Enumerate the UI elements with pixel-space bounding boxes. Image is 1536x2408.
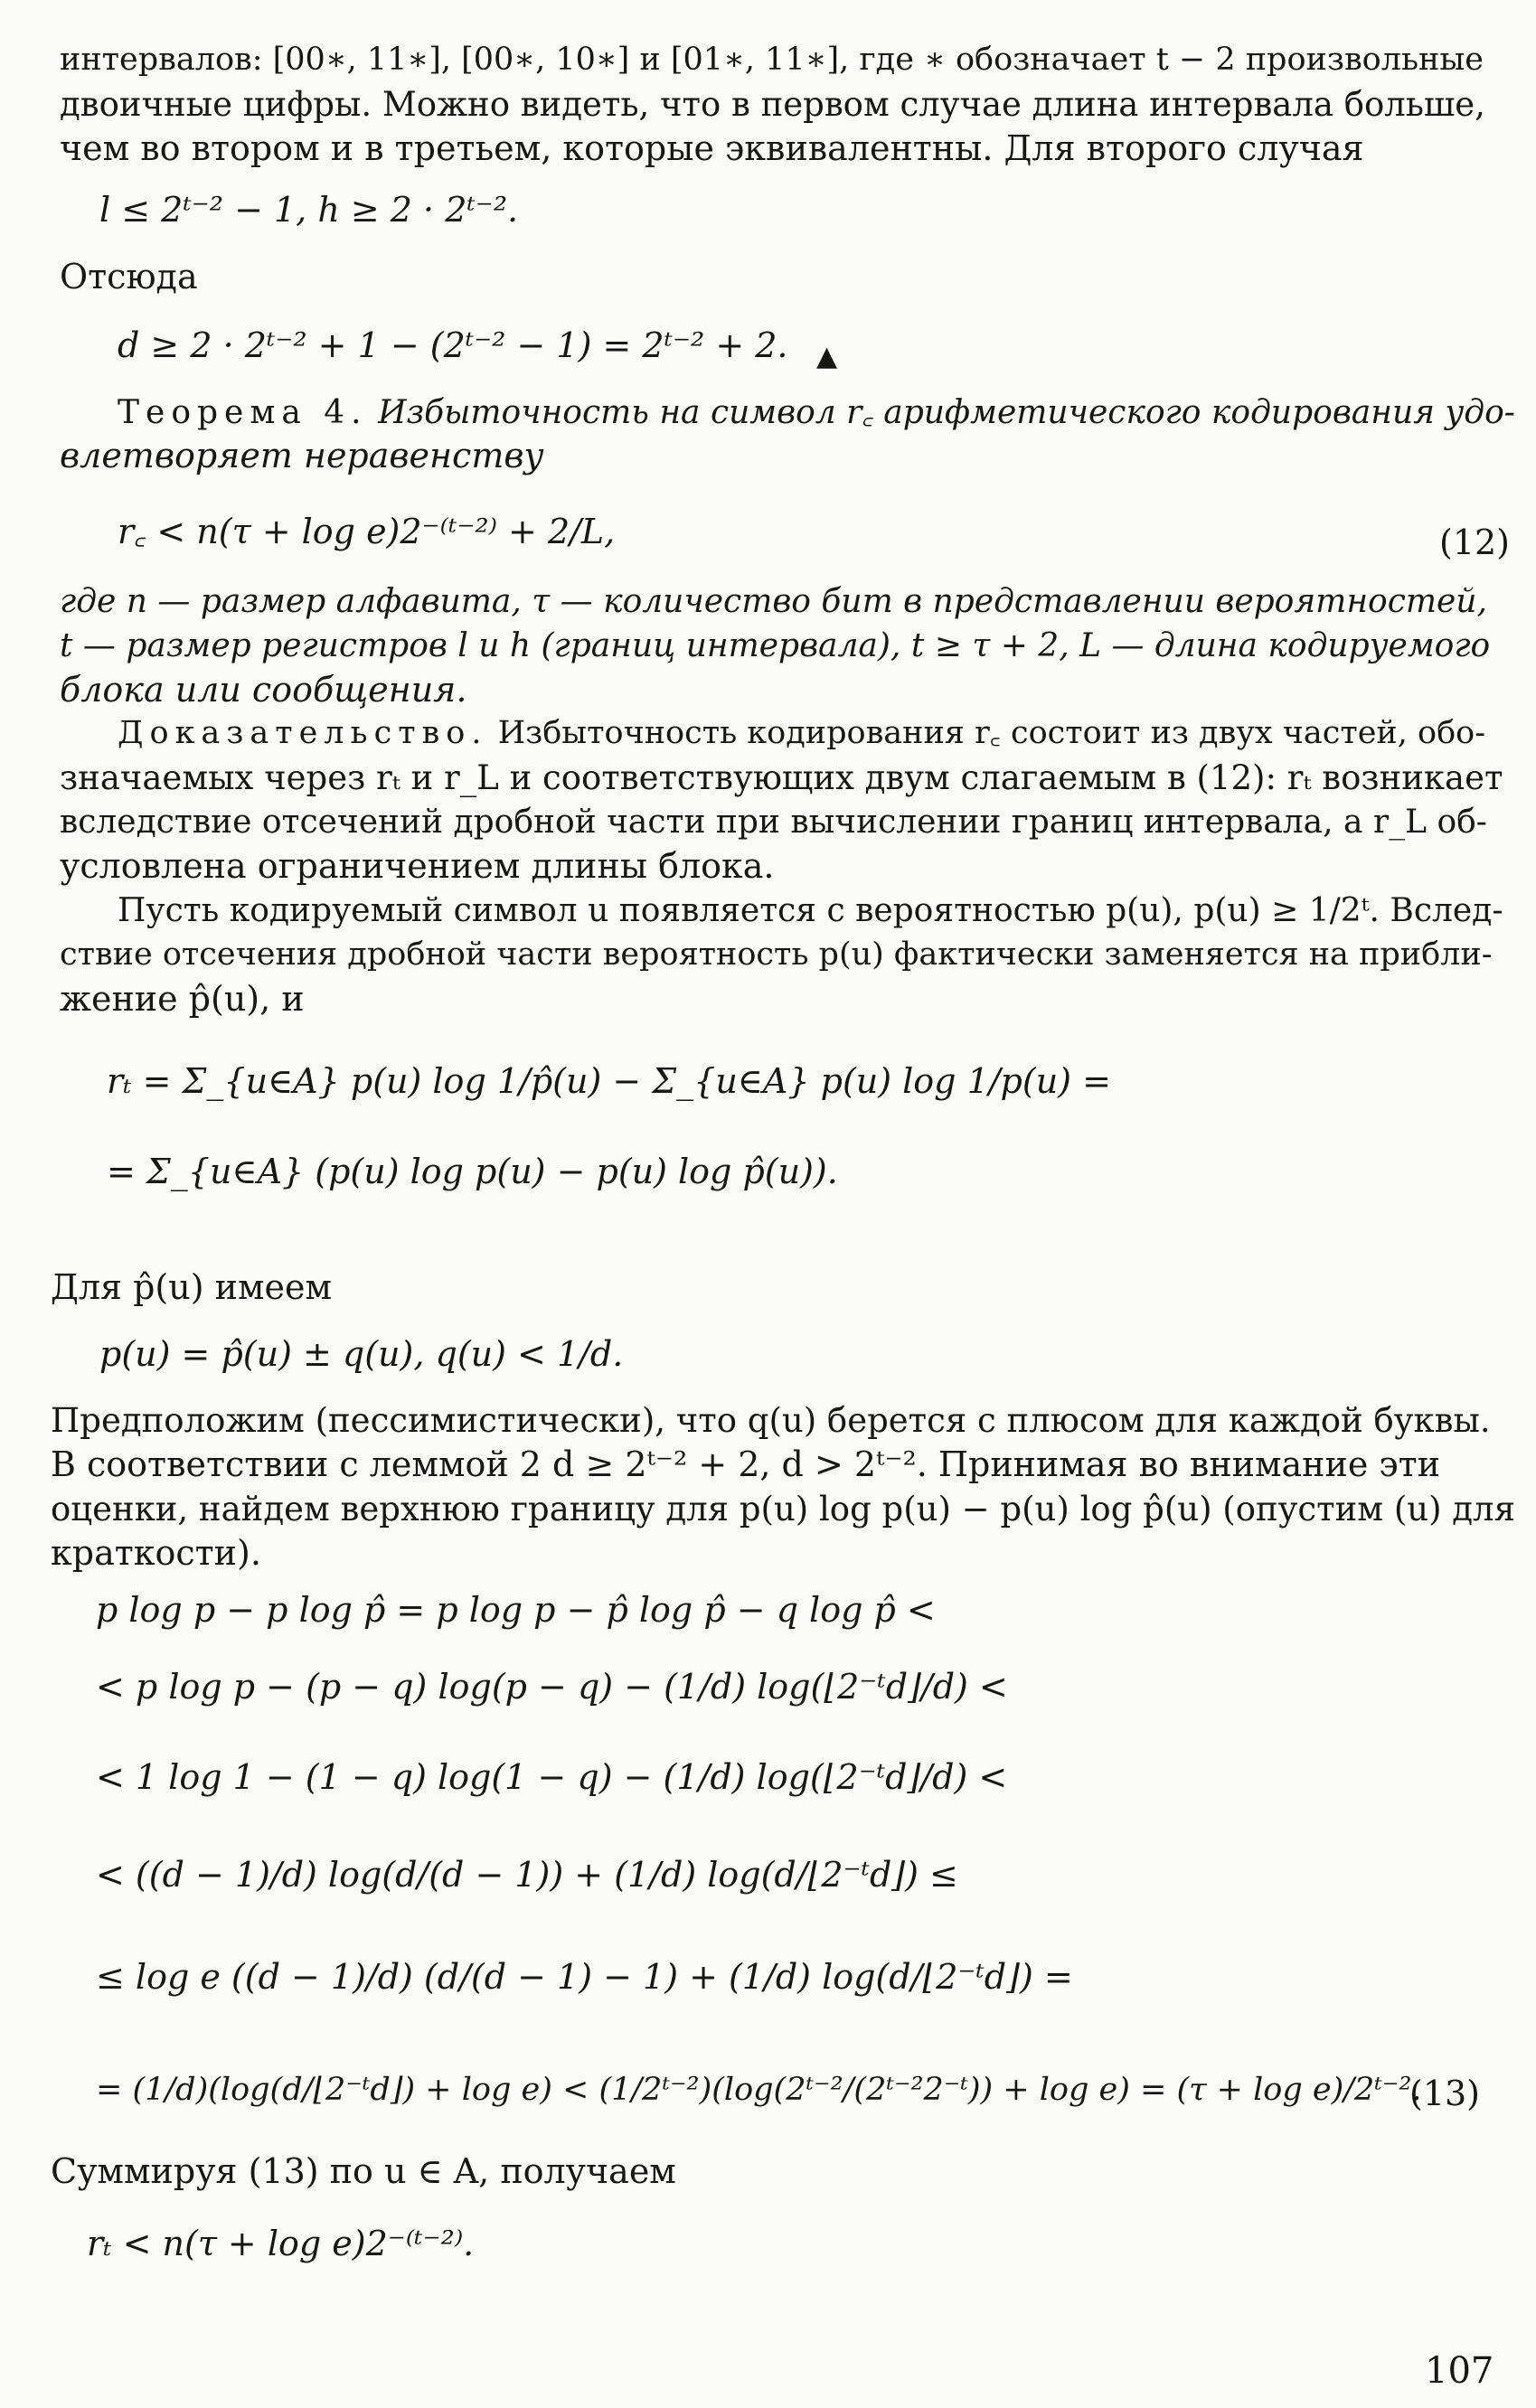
theorem-heading bbox=[118, 390, 1515, 435]
hence-word: Отсюда bbox=[60, 257, 198, 296]
proof-para3-line2: В соответствии с леммой 2 d ≥ 2ᵗ⁻² + 2, d > 2ᵗ⁻². Принимая во внимание эти bbox=[51, 1444, 1441, 1484]
chain-line-3: < 1 log 1 − (1 − q) log(1 − q) − (1/d) log(⌊2⁻ᵗd⌋/d) < bbox=[96, 1757, 1008, 1797]
p-equation: p(u) = p̂(u) ± q(u), q(u) < 1/d. bbox=[99, 1334, 624, 1374]
theorem-label: Теорема 4. bbox=[118, 394, 368, 431]
theorem-statement-2: влетворяет неравенству bbox=[60, 436, 544, 475]
proof-para2-line1: Пусть кодируемый символ u появляется с вероятностью p(u), p(u) ≥ 1/2ᵗ. Вслед- bbox=[118, 892, 1503, 929]
inequality-l-h: l ≤ 2ᵗ⁻² − 1, h ≥ 2 · 2ᵗ⁻². bbox=[99, 190, 519, 230]
inequality-d: d ≥ 2 · 2ᵗ⁻² + 1 − (2ᵗ⁻² − 1) = 2ᵗ⁻² + 2. bbox=[118, 325, 788, 365]
final-inequality: rₜ < n(τ + log e)2⁻⁽ᵗ⁻²⁾. bbox=[87, 2224, 475, 2263]
intro-line-1: интервалов: [00∗, 11∗], [00∗, 10∗] и [01∗, 11∗], где ∗ обозначает t − 2 произвольные bbox=[60, 42, 1484, 78]
rt-equation-2: = Σ_{u∈A} (p(u) log p(u) − p(u) log p̂(u)). bbox=[107, 1152, 838, 1191]
proof-para2-line3: жение p̂(u), и bbox=[60, 979, 305, 1019]
chain-line-5: ≤ log e ((d − 1)/d) (d/(d − 1) − 1) + (1/d) log(d/⌊2⁻ᵗd⌋) = bbox=[96, 1957, 1073, 1997]
proof-label: Доказательство. bbox=[118, 715, 488, 751]
theorem-statement-1: Избыточность на символ r꜀ арифметического кодирования удо- bbox=[378, 394, 1515, 431]
proof-heading bbox=[118, 711, 1485, 756]
theorem-where-2: t — размер регистров l и h (границ интервала), t ≥ τ + 2, L — длина кодируемого bbox=[60, 627, 1491, 664]
chain-line-4: < ((d − 1)/d) log(d/(d − 1)) + (1/d) log(d/⌊2⁻ᵗd⌋) ≤ bbox=[96, 1855, 958, 1895]
intro-line-2: двоичные цифры. Можно видеть, что в первом случае длина интервала больше, bbox=[60, 85, 1485, 124]
proof-para1-line3: вследствие отсечений дробной части при вычислении границ интервала, а r_L об- bbox=[60, 804, 1487, 841]
intro-line-3: чем во втором и в третьем, которые эквивалентны. Для второго случая bbox=[60, 128, 1364, 168]
proof-para1-line1: Избыточность кодирования r꜀ состоит из двух частей, обо- bbox=[497, 715, 1486, 751]
chain-line-1: p log p − p log p̂ = p log p − p̂ log p̂ − q log p̂ < bbox=[96, 1590, 936, 1630]
formula-12: r꜀ < n(τ + log e)2⁻⁽ᵗ⁻²⁾ + 2/L, bbox=[118, 512, 616, 551]
proof-para1-line4: условлена ограничением длины блока. bbox=[60, 846, 775, 886]
theorem-where-3: блока или сообщения. bbox=[60, 670, 467, 710]
rt-equation-1: rₜ = Σ_{u∈A} p(u) log 1/p̂(u) − Σ_{u∈A} p(u) log 1/p(u) = bbox=[107, 1061, 1111, 1101]
proof-para3-line3: оценки, найдем верхнюю границу для p(u) log p(u) − p(u) log p̂(u) (опустим (u) для bbox=[51, 1490, 1515, 1529]
proof-para3-line1: Предположим (пессимистически), что q(u) берется с плюсом для каждой буквы. bbox=[51, 1401, 1491, 1440]
proof-para1-line2: значаемых через rₜ и r_L и соответствующих двум слагаемым в (12): rₜ возникает bbox=[60, 758, 1503, 797]
summing-text: Суммируя (13) по u ∈ A, получаем bbox=[51, 2151, 676, 2191]
for-phat: Для p̂(u) имеем bbox=[51, 1267, 333, 1307]
chain-line-2: < p log p − (p − q) log(p − q) − (1/d) log(⌊2⁻ᵗd⌋/d) < bbox=[96, 1667, 1008, 1707]
theorem-where-1: где n — размер алфавита, τ — количество бит в представлении вероятностей, bbox=[60, 583, 1487, 620]
formula-12-number: (12) bbox=[1439, 522, 1511, 562]
end-of-proof-mark: ▲ bbox=[816, 341, 838, 372]
proof-para3-line4: краткости). bbox=[51, 1533, 261, 1573]
page-number: 107 bbox=[1425, 2350, 1494, 2392]
chain-line-6: = (1/d)(log(d/⌊2⁻ᵗd⌋) + log e) < (1/2ᵗ⁻²)(log(2ᵗ⁻²/(2ᵗ⁻²2⁻ᵗ)) + log e) = (τ + log e)/2ᵗ⁻². bbox=[96, 2072, 1422, 2108]
formula-13-number: (13) bbox=[1409, 2074, 1481, 2113]
proof-para2-line2: ствие отсечения дробной части вероятность p(u) фактически заменяется на прибли- bbox=[60, 936, 1493, 973]
